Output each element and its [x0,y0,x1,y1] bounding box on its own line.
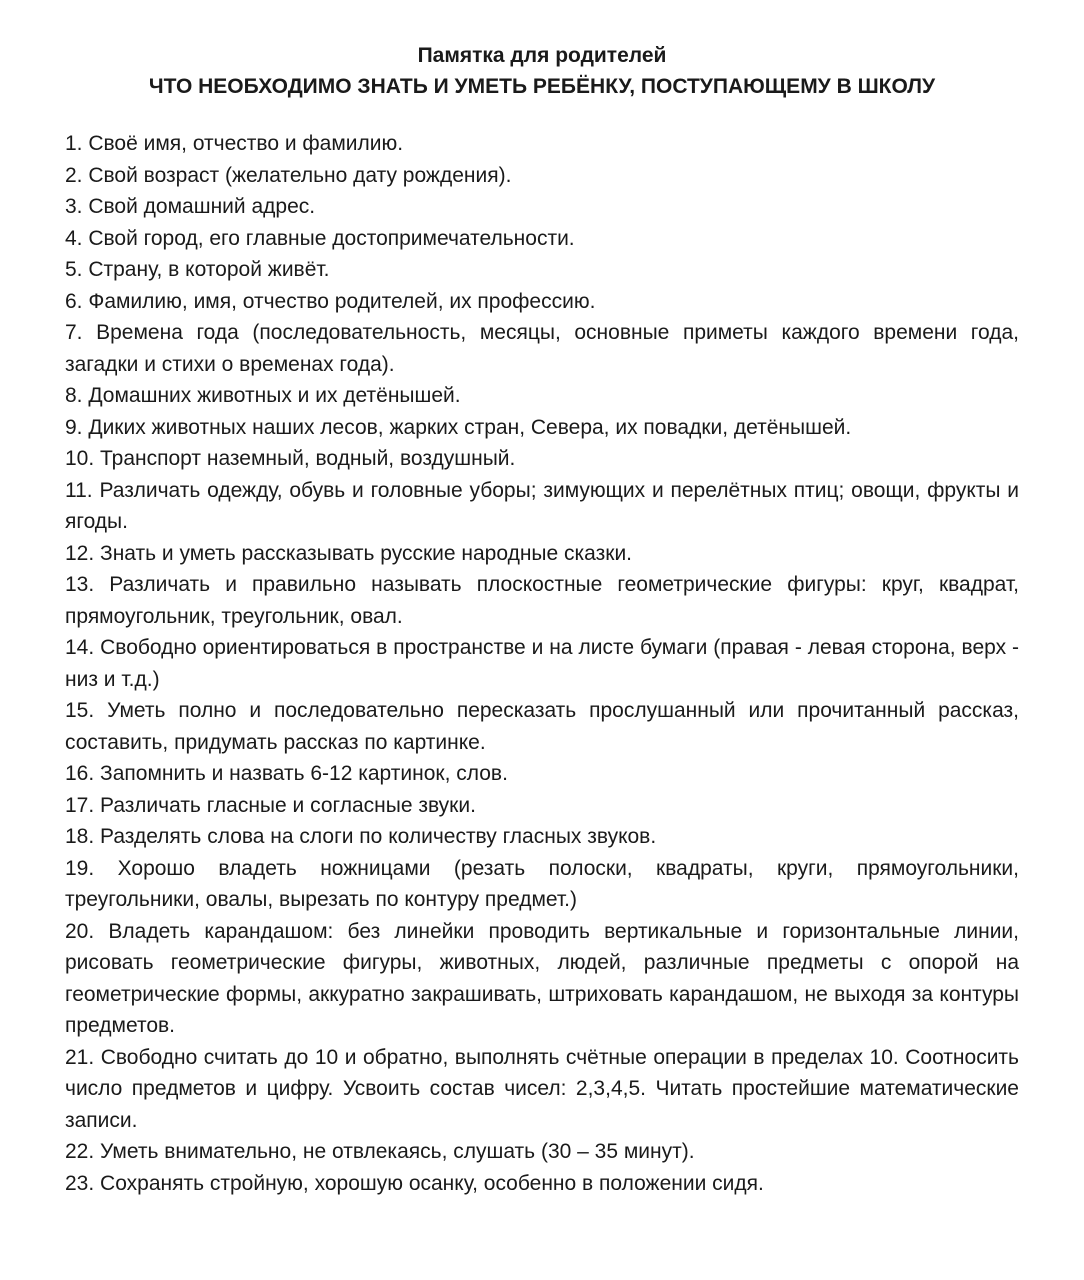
list-item: 21. Свободно считать до 10 и обратно, выполнять счётные операции в пределах 10. Соотносить число предметов и цифру. Усвоить состав чисел: 2,3,4,5. Читать простейшие математические записи. [65,1045,1019,1132]
list-item: 4. Свой город, его главные достопримечательности. [65,226,575,250]
list-item: 13. Различать и правильно называть плоскостные геометрические фигуры: круг, квадрат, прямоугольник, треугольник, овал. [65,573,1019,628]
list-item: 9. Диких животных наших лесов, жарких стран, Севера, их повадки, детёнышей. [65,415,852,439]
list-item: 10. Транспорт наземный, водный, воздушный. [65,447,516,470]
document-header [65,40,1019,102]
list-item: 3. Свой домашний адрес. [65,195,316,218]
list-item: 2. Свой возраст (желательно дату рождения). [65,163,512,187]
list-item: 16. Запомнить и назвать 6-12 картинок, слов. [65,762,508,785]
list-item: 17. Различать гласные и согласные звуки. [65,793,476,817]
list-item: 1. Своё имя, отчество и фамилию. [65,132,404,155]
list-item: 14. Свободно ориентироваться в пространстве и на листе бумаги (правая - левая сторона, верх - низ и т.д.) [65,636,1019,691]
list-item: 18. Разделять слова на слоги по количеству гласных звуков. [65,825,657,848]
list-item: 5. Страну, в которой живёт. [65,258,330,281]
list-item: 19. Хорошо владеть ножницами (резать полоски, квадраты, круги, прямоугольники, треугольники, овалы, вырезать по контуру предмет.) [65,856,1019,911]
list-item: 23. Сохранять стройную, хорошую осанку, особенно в положении сидя. [65,1171,764,1195]
list-item: 20. Владеть карандашом: без линейки проводить вертикальные и горизонтальные линии, рисовать геометрические фигуры, животных, людей, различные предметы с опорой на геометрические формы, аккуратно закрашивать, штриховать карандашом, не выходя за контуры предметов. [65,919,1019,1037]
list-item: 6. Фамилию, имя, отчество родителей, их профессию. [65,289,596,313]
list-item: 15. Уметь полно и последовательно пересказать прослушанный или прочитанный рассказ, составить, придумать рассказ по картинке. [65,699,1019,754]
requirements-list [65,128,1019,1199]
document-title: Памятка для родителей [417,44,667,67]
list-item: 12. Знать и уметь рассказывать русские народные сказки. [65,541,633,565]
list-item: 11. Различать одежду, обувь и головные уборы; зимующих и перелётных птиц; овощи, фрукты и ягоды. [65,478,1019,533]
document-subtitle: ЧТО НЕОБХОДИМО ЗНАТЬ И УМЕТЬ РЕБЁНКУ, ПОСТУПАЮЩЕМУ В ШКОЛУ [148,75,936,98]
list-item: 22. Уметь внимательно, не отвлекаясь, слушать (30 – 35 минут). [65,1140,695,1163]
list-item: 8. Домашних животных и их детёнышей. [65,384,461,407]
list-item: 7. Времена года (последовательность, месяцы, основные приметы каждого времени года, загадки и стихи о временах года). [65,321,1019,376]
